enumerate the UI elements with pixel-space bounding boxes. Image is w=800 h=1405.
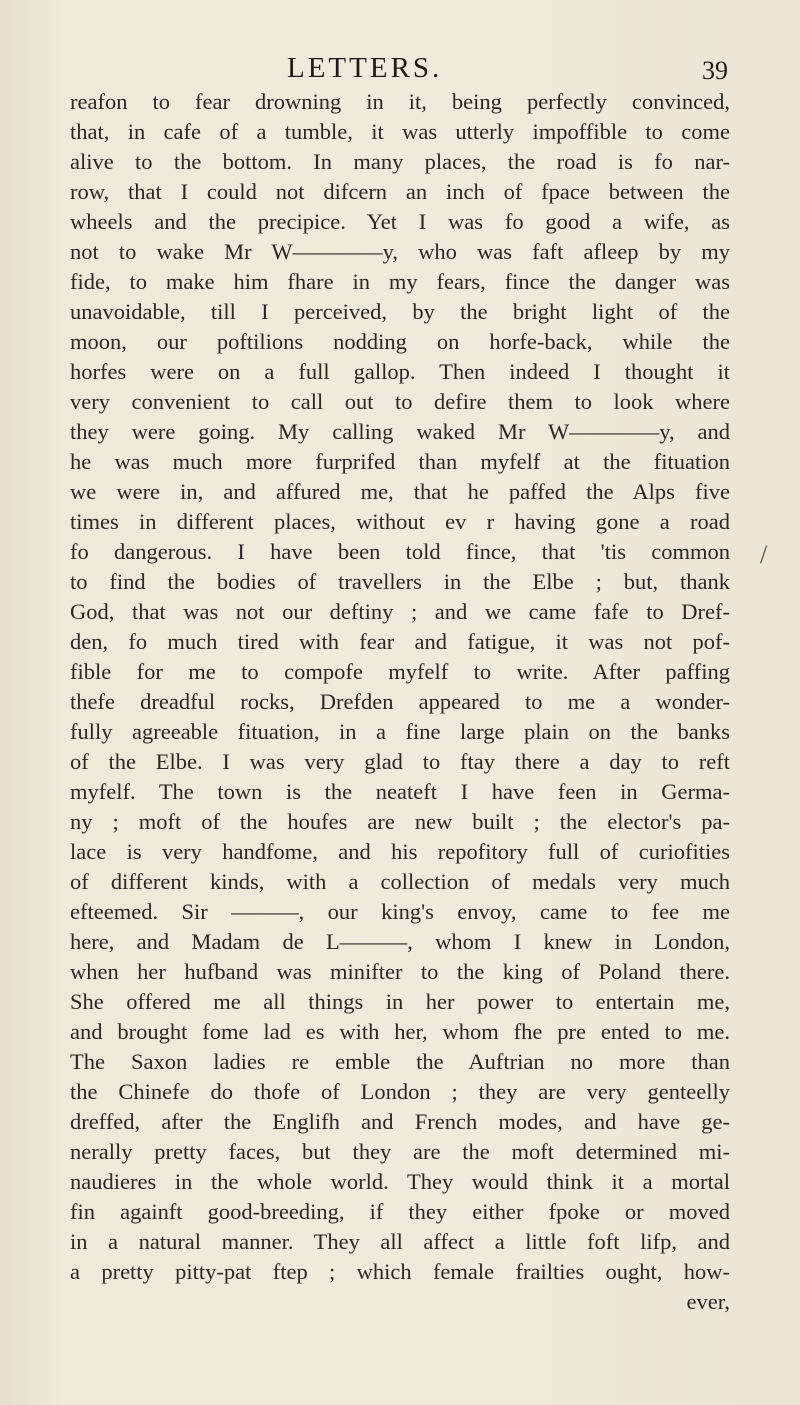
- text-line: thefe dreadful rocks, Drefden appeared to me a wonder-: [70, 689, 730, 714]
- text-line: row, that I could not difcern an inch of fpace between the: [70, 179, 730, 204]
- text-line: naudieres in the whole world. They would think it a mortal: [70, 1169, 730, 1194]
- text-line: not to wake Mr W————y, who was faft afleep by my: [70, 239, 730, 264]
- text-line: wheels and the precipice. Yet I was fo good a wife, as: [70, 209, 730, 234]
- text-line: myfelf. The town is the neateft I have feen in Germa-: [70, 779, 730, 804]
- text-line: reafon to fear drowning in it, being perfectly convinced,: [70, 89, 730, 114]
- text-line: horfes were on a full gallop. Then indeed I thought it: [70, 359, 730, 384]
- text-line: of the Elbe. I was very glad to ftay there a day to reft: [70, 749, 730, 774]
- text-line: the Chinefe do thofe of London ; they are very genteelly: [70, 1079, 730, 1104]
- text-line: he was much more furprifed than myfelf at the fituation: [70, 449, 730, 474]
- text-line: The Saxon ladies re emble the Auftrian no more than: [70, 1049, 730, 1074]
- text-line: a pretty pitty-pat ftep ; which female frailties ought, how-: [70, 1259, 730, 1284]
- text-line: times in different places, without ev r having gone a road: [70, 509, 730, 534]
- text-line: they were going. My calling waked Mr W————y, and: [70, 419, 730, 444]
- text-line: alive to the bottom. In many places, the road is fo nar-: [70, 149, 730, 174]
- text-line: den, fo much tired with fear and fatigue, it was not pof-: [70, 629, 730, 654]
- text-line: in a natural manner. They all affect a little foft lifp, and: [70, 1229, 730, 1254]
- text-line: dreffed, after the Englifh and French modes, and have ge-: [70, 1109, 730, 1134]
- text-line: we were in, and affured me, that he paffed the Alps five: [70, 479, 730, 504]
- text-line: lace is very handfome, and his repofitory full of curiofities: [70, 839, 730, 864]
- text-line: ever,: [686, 1289, 730, 1314]
- text-line: fible for me to compofe myfelf to write. After paffing: [70, 659, 730, 684]
- page-number: 39: [702, 56, 728, 85]
- letter-body-text: [70, 87, 730, 1317]
- text-line: She offered me all things in her power to entertain me,: [70, 989, 730, 1014]
- text-line: of different kinds, with a collection of medals very much: [70, 869, 730, 894]
- text-line: ny ; moft of the houfes are new built ; the elector's pa-: [70, 809, 730, 834]
- text-line: fide, to make him fhare in my fears, fince the danger was: [70, 269, 730, 294]
- text-line: here, and Madam de L———, whom I knew in London,: [70, 929, 730, 954]
- text-line: God, that was not our deftiny ; and we came fafe to Dref-: [70, 599, 730, 624]
- text-line: when her hufband was minifter to the king of Poland there.: [70, 959, 730, 984]
- page-header: [0, 52, 800, 92]
- text-line: moon, our poftilions nodding on horfe-back, while the: [70, 329, 730, 354]
- text-line: fo dangerous. I have been told fince, that 'tis common: [70, 539, 730, 564]
- text-line: fully agreeable fituation, in a fine large plain on the banks: [70, 719, 730, 744]
- text-line: that, in cafe of a tumble, it was utterly impoffible to come: [70, 119, 730, 144]
- text-line: and brought fome lad es with her, whom fhe pre ented to me.: [70, 1019, 730, 1044]
- text-line: unavoidable, till I perceived, by the bright light of the: [70, 299, 730, 324]
- running-head: LETTERS.: [287, 52, 443, 84]
- text-line: very convenient to call out to defire them to look where: [70, 389, 730, 414]
- text-line: fin againft good-breeding, if they either fpoke or moved: [70, 1199, 730, 1224]
- text-line: efteemed. Sir ———, our king's envoy, came to fee me: [70, 899, 730, 924]
- margin-mark: /: [760, 540, 768, 569]
- text-line: to find the bodies of travellers in the Elbe ; but, thank: [70, 569, 730, 594]
- text-line: nerally pretty faces, but they are the moft determined mi-: [70, 1139, 730, 1164]
